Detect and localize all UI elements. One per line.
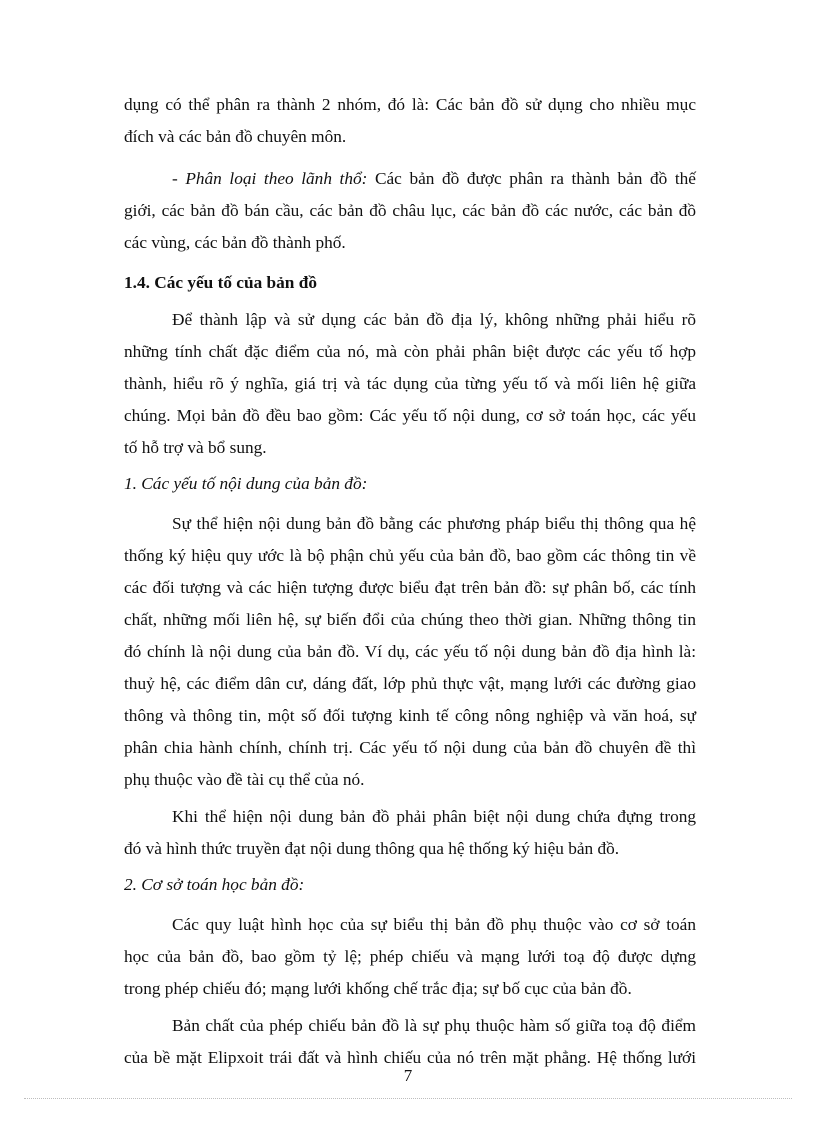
page-number: 7: [403, 1066, 413, 1085]
paragraph-line: Khi thể hiện nội dung bản đồ phải phân biệt nội dung chứa đựng trong: [172, 807, 696, 826]
paragraph-line: tố hỗ trợ và bổ sung.: [124, 438, 267, 457]
paragraph-line-territory: [172, 168, 696, 190]
paragraph-line: Sự thể hiện nội dung bản đồ bằng các phương pháp biểu thị thông qua hệ: [172, 514, 696, 533]
paragraph-line: thành, hiểu rõ ý nghĩa, giá trị và tác dụng của từng yếu tố và mối liên hệ giữa: [124, 374, 696, 393]
paragraph-line: đó chính là nội dung của bản đồ. Ví dụ, các yếu tố nội dung bản đồ địa hình là:: [124, 642, 696, 661]
subsection-heading: 1. Các yếu tố nội dung của bản đồ:: [124, 474, 368, 493]
section-heading: 1.4. Các yếu tố của bản đồ: [124, 273, 317, 292]
paragraph-line: phụ thuộc vào đề tài cụ thể của nó.: [124, 770, 365, 789]
paragraph-line: những tính chất đặc điểm của nó, mà còn phải phân biệt được các yếu tố hợp: [124, 342, 696, 361]
page-bottom-divider: [24, 1098, 792, 1099]
paragraph-line: chúng. Mọi bản đồ đều bao gồm: Các yếu tố nội dung, cơ sở toán học, các yếu: [124, 406, 696, 425]
paragraph-line: phân chia hành chính, chính trị. Các yếu tố nội dung của bản đồ chuyên đề thì: [124, 738, 696, 757]
subsection-heading: 2. Cơ sở toán học bản đồ:: [124, 875, 305, 894]
territory-classification-label: - Phân loại theo lãnh thổ:: [172, 169, 368, 188]
paragraph-line: chất, những mối liên hệ, sự biến đổi của chúng theo thời gian. Những thông tin: [124, 610, 696, 629]
paragraph-line: dụng có thể phân ra thành 2 nhóm, đó là: Các bản đồ sử dụng cho nhiều mục: [124, 95, 696, 114]
paragraph-line: của bề mặt Elipxoit trái đất và hình chiếu của nó trên mặt phẳng. Hệ thống lưới: [124, 1048, 696, 1067]
paragraph-line: Để thành lập và sử dụng các bản đồ địa lý, không những phải hiểu rõ: [172, 310, 696, 329]
paragraph-line: thuỷ hệ, các điểm dân cư, dáng đất, lớp phủ thực vật, mạng lưới các đường giao: [124, 674, 696, 693]
territory-classification-text: Các bản đồ được phân ra thành bản đồ thế: [374, 169, 696, 188]
paragraph-line: đó và hình thức truyền đạt nội dung thông qua hệ thống ký hiệu bản đồ.: [124, 839, 620, 858]
paragraph-line: thông và thông tin, một số đối tượng kinh tế công nông nghiệp và văn hoá, sự: [124, 706, 696, 725]
paragraph-line: thống ký hiệu quy ước là bộ phận chủ yếu của bản đồ, bao gồm các thông tin về: [124, 546, 696, 565]
paragraph-line: giới, các bản đồ bán cầu, các bản đồ châu lục, các bản đồ các nước, các bản đồ: [124, 201, 696, 220]
paragraph-line: Bản chất của phép chiếu bản đồ là sự phụ thuộc hàm số giữa toạ độ điểm: [172, 1016, 696, 1035]
paragraph-line: trong phép chiếu đó; mạng lưới khống chế trắc địa; sự bố cục của bản đồ.: [124, 979, 632, 998]
paragraph-line: các đối tượng và các hiện tượng được biểu đạt trên bản đồ: sự phân bố, các tính: [124, 578, 696, 597]
paragraph-line: các vùng, các bản đồ thành phố.: [124, 233, 346, 252]
paragraph-line: học của bản đồ, bao gồm tỷ lệ; phép chiếu và mạng lưới toạ độ được dựng: [124, 947, 696, 966]
paragraph-line: Các quy luật hình học của sự biểu thị bản đồ phụ thuộc vào cơ sở toán: [172, 915, 696, 934]
paragraph-line: đích và các bản đồ chuyên môn.: [124, 127, 347, 146]
